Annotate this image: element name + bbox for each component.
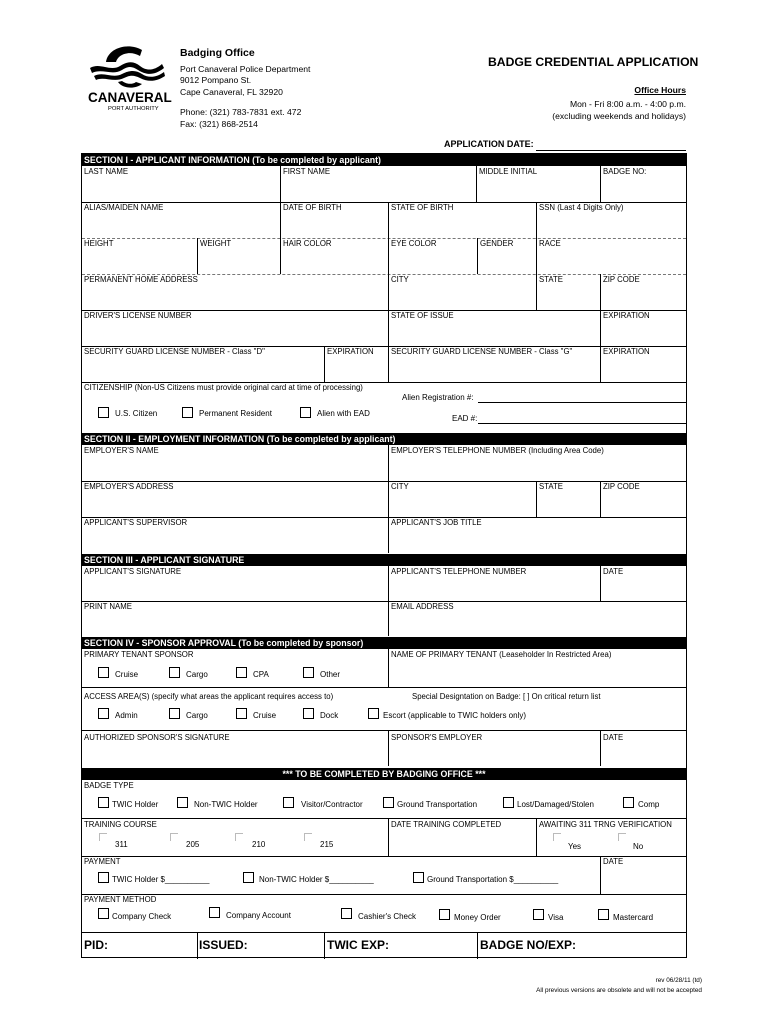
alien-ead-checkbox[interactable]: [300, 407, 311, 418]
course-210-checkbox[interactable]: [235, 833, 243, 841]
form-title: BADGE CREDENTIAL APPLICATION: [488, 55, 699, 69]
course-205-label: 205: [186, 840, 200, 849]
access-dock-checkbox[interactable]: [303, 708, 314, 719]
badge-type-label: BADGE TYPE: [84, 781, 134, 790]
alien-ead-label: Alien with EAD: [317, 409, 370, 418]
access-cargo-checkbox[interactable]: [169, 708, 180, 719]
access-escort-checkbox[interactable]: [368, 708, 379, 719]
office-name: Badging Office: [180, 47, 255, 59]
zip-label[interactable]: ZIP CODE: [603, 275, 640, 284]
course-215-checkbox[interactable]: [304, 833, 312, 841]
us-citizen-checkbox[interactable]: [98, 407, 109, 418]
sponsor-employer-label[interactable]: SPONSOR'S EMPLOYER: [391, 733, 483, 742]
state-of-issue-label[interactable]: STATE OF ISSUE: [391, 311, 454, 320]
course-311-checkbox[interactable]: [99, 833, 107, 841]
sponsor-date-label[interactable]: DATE: [603, 733, 624, 742]
alien-registration-field[interactable]: [478, 402, 686, 403]
revision-date: rev 06/28/11 (td): [655, 977, 702, 984]
mastercard-checkbox[interactable]: [598, 909, 609, 920]
sponsor-cpa-checkbox[interactable]: [236, 667, 247, 678]
primary-tenant-sponsor-label: PRIMARY TENANT SPONSOR: [84, 650, 194, 659]
section-4-header: SECTION IV - SPONSOR APPROVAL (To be completed by sponsor): [82, 637, 686, 649]
dept: Port Canaveral Police Department: [180, 63, 311, 74]
pay-twic-label: TWIC Holder $__________: [112, 875, 210, 884]
applicant-date-label[interactable]: DATE: [603, 567, 624, 576]
pay-non-twic-label: Non-TWIC Holder $__________: [259, 875, 374, 884]
gender-label[interactable]: GENDER: [480, 239, 514, 248]
section-3-header: SECTION III - APPLICANT SIGNATURE: [82, 554, 686, 566]
employer-name-label[interactable]: EMPLOYER'S NAME: [84, 446, 159, 455]
guard-g-label[interactable]: SECURITY GUARD LICENSE NUMBER - Class "G": [391, 347, 573, 356]
sponsor-cpa-label: CPA: [253, 670, 269, 679]
city-label[interactable]: CITY: [391, 275, 409, 284]
badging-office-header: *** TO BE COMPLETED BY BADGING OFFICE ***: [82, 768, 686, 780]
employer-address-label[interactable]: EMPLOYER'S ADDRESS: [84, 482, 174, 491]
pay-ground-label: Ground Transportation $__________: [427, 875, 559, 884]
verify-yes-checkbox[interactable]: [553, 833, 561, 841]
special-designation-label: Special Designtation on Badge: [ ] On critical return list: [412, 692, 601, 701]
employer-city-label[interactable]: CITY: [391, 482, 409, 491]
office-hours: [552, 84, 686, 122]
comp-checkbox[interactable]: [623, 797, 634, 808]
pid-label[interactable]: PID:: [84, 938, 108, 952]
sponsor-other-checkbox[interactable]: [303, 667, 314, 678]
access-areas-label: ACCESS AREA(S) (specify what areas the applicant requires access to): [84, 692, 334, 701]
badge-no-exp-label[interactable]: BADGE NO/EXP:: [480, 938, 577, 952]
alias-label[interactable]: ALIAS/MAIDEN NAME: [84, 203, 164, 212]
citizenship-label: CITIZENSHIP (Non-US Citizens must provide original card at time of processing): [84, 383, 363, 392]
canaveral-logo: [88, 44, 176, 114]
cashiers-check-label: Cashier's Check: [358, 912, 416, 921]
ground-transportation-checkbox[interactable]: [383, 797, 394, 808]
street: 9012 Pompano St.: [180, 75, 252, 85]
date-training-label[interactable]: DATE TRAINING COMPLETED: [391, 820, 502, 829]
visa-label: Visa: [548, 913, 564, 922]
cashiers-check-checkbox[interactable]: [341, 908, 352, 919]
visitor-contractor-label: Visitor/Contractor: [301, 800, 363, 809]
dob-label[interactable]: DATE OF BIRTH: [283, 203, 342, 212]
course-311-label: 311: [115, 840, 128, 849]
issued-label[interactable]: ISSUED:: [199, 938, 248, 952]
svg-text:PORT AUTHORITY: PORT AUTHORITY: [108, 106, 159, 112]
revision-note: [536, 976, 702, 996]
phone: Phone: (321) 783-7831 ext. 472: [180, 107, 302, 117]
applicant-phone-label[interactable]: APPLICANT'S TELEPHONE NUMBER: [391, 567, 527, 576]
supervisor-label[interactable]: APPLICANT'S SUPERVISOR: [84, 518, 188, 527]
training-course-label: TRAINING COURSE: [84, 820, 157, 829]
comp-label: Comp: [638, 800, 660, 809]
course-215-label: 215: [320, 840, 334, 849]
first-name-label[interactable]: FIRST NAME: [283, 167, 331, 176]
access-cargo-label: Cargo: [186, 711, 208, 720]
hours-text: Mon - Fri 8:00 a.m. - 4:00 p.m.: [569, 99, 686, 109]
awaiting-verification-label: AWAITING 311 TRNG VERIFICATION: [539, 820, 672, 829]
email-label[interactable]: EMAIL ADDRESS: [391, 602, 454, 611]
mastercard-label: Mastercard: [613, 913, 654, 922]
money-order-checkbox[interactable]: [439, 909, 450, 920]
weight-label[interactable]: WEIGHT: [200, 239, 232, 248]
sponsor-other-label: Other: [320, 670, 341, 679]
permanent-resident-checkbox[interactable]: [182, 407, 193, 418]
primary-tenant-name-label[interactable]: NAME OF PRIMARY TENANT (Leaseholder In Restricted Area): [391, 650, 612, 659]
sponsor-cargo-label: Cargo: [186, 670, 208, 679]
twic-exp-label[interactable]: TWIC EXP:: [327, 938, 389, 952]
section-1-header: SECTION I - APPLICANT INFORMATION (To be completed by applicant): [82, 154, 686, 166]
employer-phone-label[interactable]: EMPLOYER'S TELEPHONE NUMBER (Including Area Code): [391, 446, 604, 455]
ssn-label[interactable]: SSN (Last 4 Digits Only): [539, 203, 624, 212]
access-cruise-checkbox[interactable]: [236, 708, 247, 719]
permanent-resident-label: Permanent Resident: [199, 409, 272, 418]
access-admin-label: Admin: [115, 711, 138, 720]
print-name-label[interactable]: PRINT NAME: [84, 602, 132, 611]
last-name-label[interactable]: LAST NAME: [84, 167, 129, 176]
money-order-label: Money Order: [454, 913, 501, 922]
verify-no-label: No: [633, 842, 644, 851]
hours-title: Office Hours: [634, 85, 686, 95]
section-2-header: SECTION II - EMPLOYMENT INFORMATION (To be completed by applicant): [82, 433, 686, 445]
access-cruise-label: Cruise: [253, 711, 277, 720]
height-label[interactable]: HEIGHT: [84, 239, 114, 248]
ead-number-field[interactable]: [478, 423, 686, 424]
verify-yes-label: Yes: [568, 842, 582, 851]
form-body: [81, 153, 687, 958]
company-account-checkbox[interactable]: [209, 907, 220, 918]
sponsor-signature-label[interactable]: AUTHORIZED SPONSOR'S SIGNATURE: [84, 733, 230, 742]
company-account-label: Company Account: [226, 911, 291, 920]
eye-color-label[interactable]: EYE COLOR: [391, 239, 437, 248]
payment-method-label: PAYMENT METHOD: [84, 895, 157, 904]
guard-g-expiration-label[interactable]: EXPIRATION: [603, 347, 650, 356]
company-check-checkbox[interactable]: [98, 908, 109, 919]
race-label[interactable]: RACE: [539, 239, 561, 248]
ead-number-label: EAD #:: [452, 414, 478, 423]
alien-registration-label: Alien Registration #:: [402, 393, 474, 402]
sponsor-cruise-checkbox[interactable]: [98, 667, 109, 678]
dl-expiration-label[interactable]: EXPIRATION: [603, 311, 650, 320]
pay-non-twic-checkbox[interactable]: [243, 872, 254, 883]
applicant-signature-label[interactable]: APPLICANT'S SIGNATURE: [84, 567, 182, 576]
drivers-license-label[interactable]: DRIVER'S LICENSE NUMBER: [84, 311, 192, 320]
city-line: Cape Canaveral, FL 32920: [180, 86, 283, 97]
svg-text:CANAVERAL: CANAVERAL: [88, 90, 172, 105]
employer-zip-label[interactable]: ZIP CODE: [603, 482, 640, 491]
lost-damaged-label: Lost/Damaged/Stolen: [517, 800, 594, 809]
sponsor-cruise-label: Cruise: [115, 670, 139, 679]
course-205-checkbox[interactable]: [170, 833, 178, 841]
twic-holder-checkbox[interactable]: [98, 797, 109, 808]
job-title-label[interactable]: APPLICANT'S JOB TITLE: [391, 518, 482, 527]
lost-damaged-checkbox[interactable]: [503, 797, 514, 808]
application-date-field[interactable]: [536, 150, 686, 151]
non-twic-holder-checkbox[interactable]: [177, 797, 188, 808]
payment-label: PAYMENT: [84, 857, 121, 866]
middle-initial-label[interactable]: MIDDLE INITIAL: [479, 167, 538, 176]
state-of-birth-label[interactable]: STATE OF BIRTH: [391, 203, 454, 212]
visitor-contractor-checkbox[interactable]: [283, 797, 294, 808]
access-escort-label: Escort (applicable to TWIC holders only): [383, 711, 527, 720]
office-address: [180, 48, 310, 130]
non-twic-holder-label: Non-TWIC Holder: [194, 800, 258, 809]
guard-d-label[interactable]: SECURITY GUARD LICENSE NUMBER - Class "D": [84, 347, 265, 356]
pay-twic-checkbox[interactable]: [98, 872, 109, 883]
twic-holder-label: TWIC Holder: [112, 800, 159, 809]
visa-checkbox[interactable]: [533, 909, 544, 920]
guard-d-expiration-label[interactable]: EXPIRATION: [327, 347, 374, 356]
access-dock-label: Dock: [320, 711, 339, 720]
us-citizen-label: U.S. Citizen: [115, 409, 158, 418]
badge-no-label[interactable]: BADGE NO:: [603, 167, 647, 176]
application-date-label: APPLICATION DATE:: [444, 139, 534, 149]
fax: Fax: (321) 868-2514: [180, 118, 258, 129]
course-210-label: 210: [252, 840, 266, 849]
access-admin-checkbox[interactable]: [98, 708, 109, 719]
hair-color-label[interactable]: HAIR COLOR: [283, 239, 332, 248]
state-label[interactable]: STATE: [539, 275, 563, 284]
sponsor-cargo-checkbox[interactable]: [169, 667, 180, 678]
ground-transportation-label: Ground Transportation: [397, 800, 478, 809]
verify-no-checkbox[interactable]: [618, 833, 626, 841]
company-check-label: Company Check: [112, 912, 172, 921]
hours-note: (excluding weekends and holidays): [552, 111, 686, 121]
pay-ground-checkbox[interactable]: [413, 872, 424, 883]
payment-date-label[interactable]: DATE: [603, 857, 624, 866]
employer-state-label[interactable]: STATE: [539, 482, 563, 491]
obsolete-note: All previous versions are obsolete and will not be accepted: [536, 987, 702, 994]
home-address-label[interactable]: PERMANENT HOME ADDRESS: [84, 275, 198, 284]
